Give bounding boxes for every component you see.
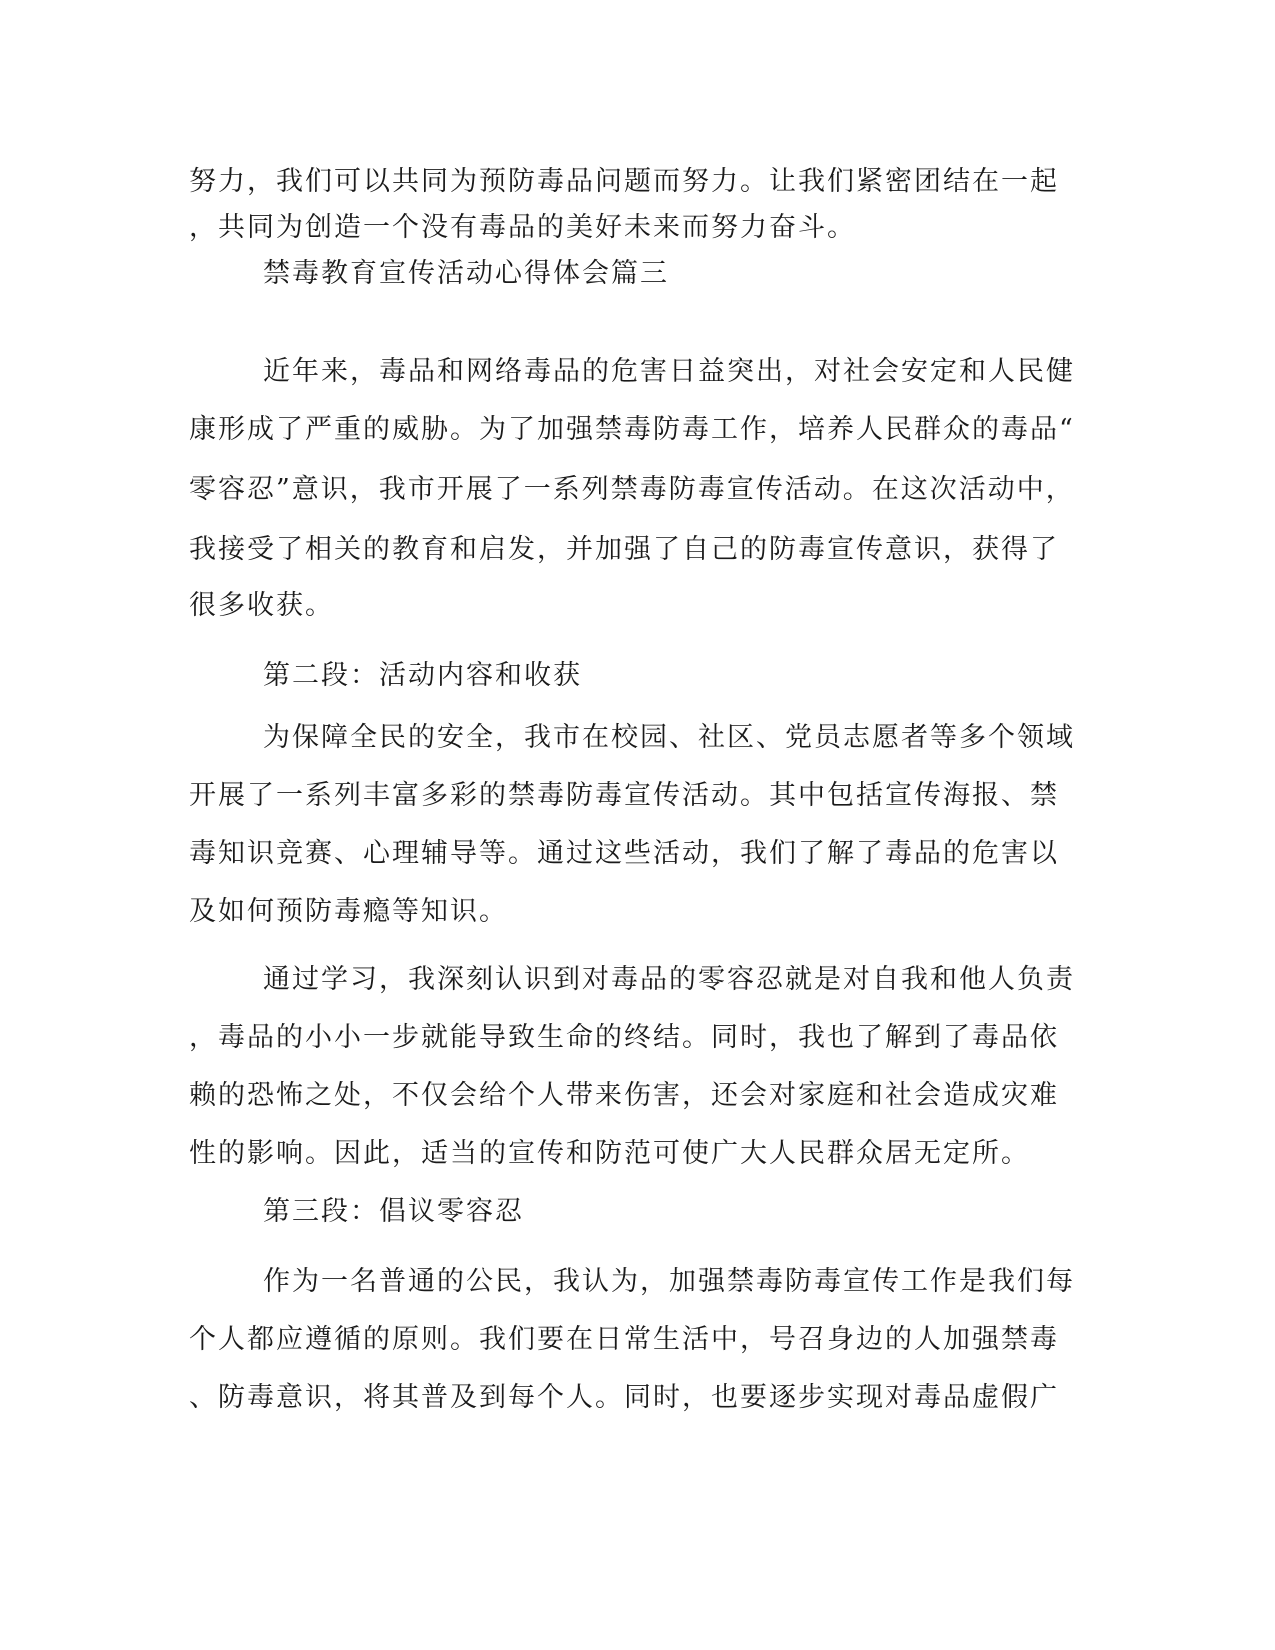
text-line: 为保障全民的安全，我市在校园、社区、党员志愿者等多个领域 bbox=[263, 722, 1075, 753]
text-line: 开展了一系列丰富多彩的禁毒防毒宣传活动。其中包括宣传海报、禁 bbox=[189, 780, 1059, 811]
text-line: 毒知识竞赛、心理辅导等。通过这些活动，我们了解了毒品的危害以 bbox=[189, 838, 1059, 869]
section-heading: 禁毒教育宣传活动心得体会篇三 bbox=[263, 258, 669, 289]
text-line: 、防毒意识，将其普及到每个人。同时，也要逐步实现对毒品虚假广 bbox=[189, 1382, 1059, 1413]
section-heading: 第二段：活动内容和收获 bbox=[263, 660, 582, 691]
text-line: 很多收获。 bbox=[189, 590, 334, 621]
text-line: 努力，我们可以共同为预防毒品问题而努力。让我们紧密团结在一起 bbox=[189, 166, 1059, 197]
text-line: 近年来，毒品和网络毒品的危害日益突出，对社会安定和人民健 bbox=[263, 356, 1075, 387]
section-heading: 第三段：倡议零容忍 bbox=[263, 1196, 524, 1227]
text-line: 赖的恐怖之处，不仅会给个人带来伤害，还会对家庭和社会造成灾难 bbox=[189, 1080, 1059, 1111]
text-line: 性的影响。因此，适当的宣传和防范可使广大人民群众居无定所。 bbox=[189, 1138, 1030, 1169]
text-line: ，共同为创造一个没有毒品的美好未来而努力奋斗。 bbox=[189, 212, 856, 243]
text-line: 康形成了严重的威胁。为了加强禁毒防毒工作，培养人民群众的毒品“ bbox=[189, 414, 1075, 445]
text-line: 零容忍”意识，我市开展了一系列禁毒防毒宣传活动。在这次活动中， bbox=[189, 474, 1075, 505]
text-line: ，毒品的小小一步就能导致生命的终结。同时，我也了解到了毒品依 bbox=[189, 1022, 1059, 1053]
text-line: 作为一名普通的公民，我认为，加强禁毒防毒宣传工作是我们每 bbox=[263, 1266, 1075, 1297]
text-line: 及如何预防毒瘾等知识。 bbox=[189, 896, 508, 927]
text-line: 通过学习，我深刻认识到对毒品的零容忍就是对自我和他人负责 bbox=[263, 964, 1075, 995]
text-line: 个人都应遵循的原则。我们要在日常生活中，号召身边的人加强禁毒 bbox=[189, 1324, 1059, 1355]
text-line: 我接受了相关的教育和启发，并加强了自己的防毒宣传意识，获得了 bbox=[189, 534, 1059, 565]
